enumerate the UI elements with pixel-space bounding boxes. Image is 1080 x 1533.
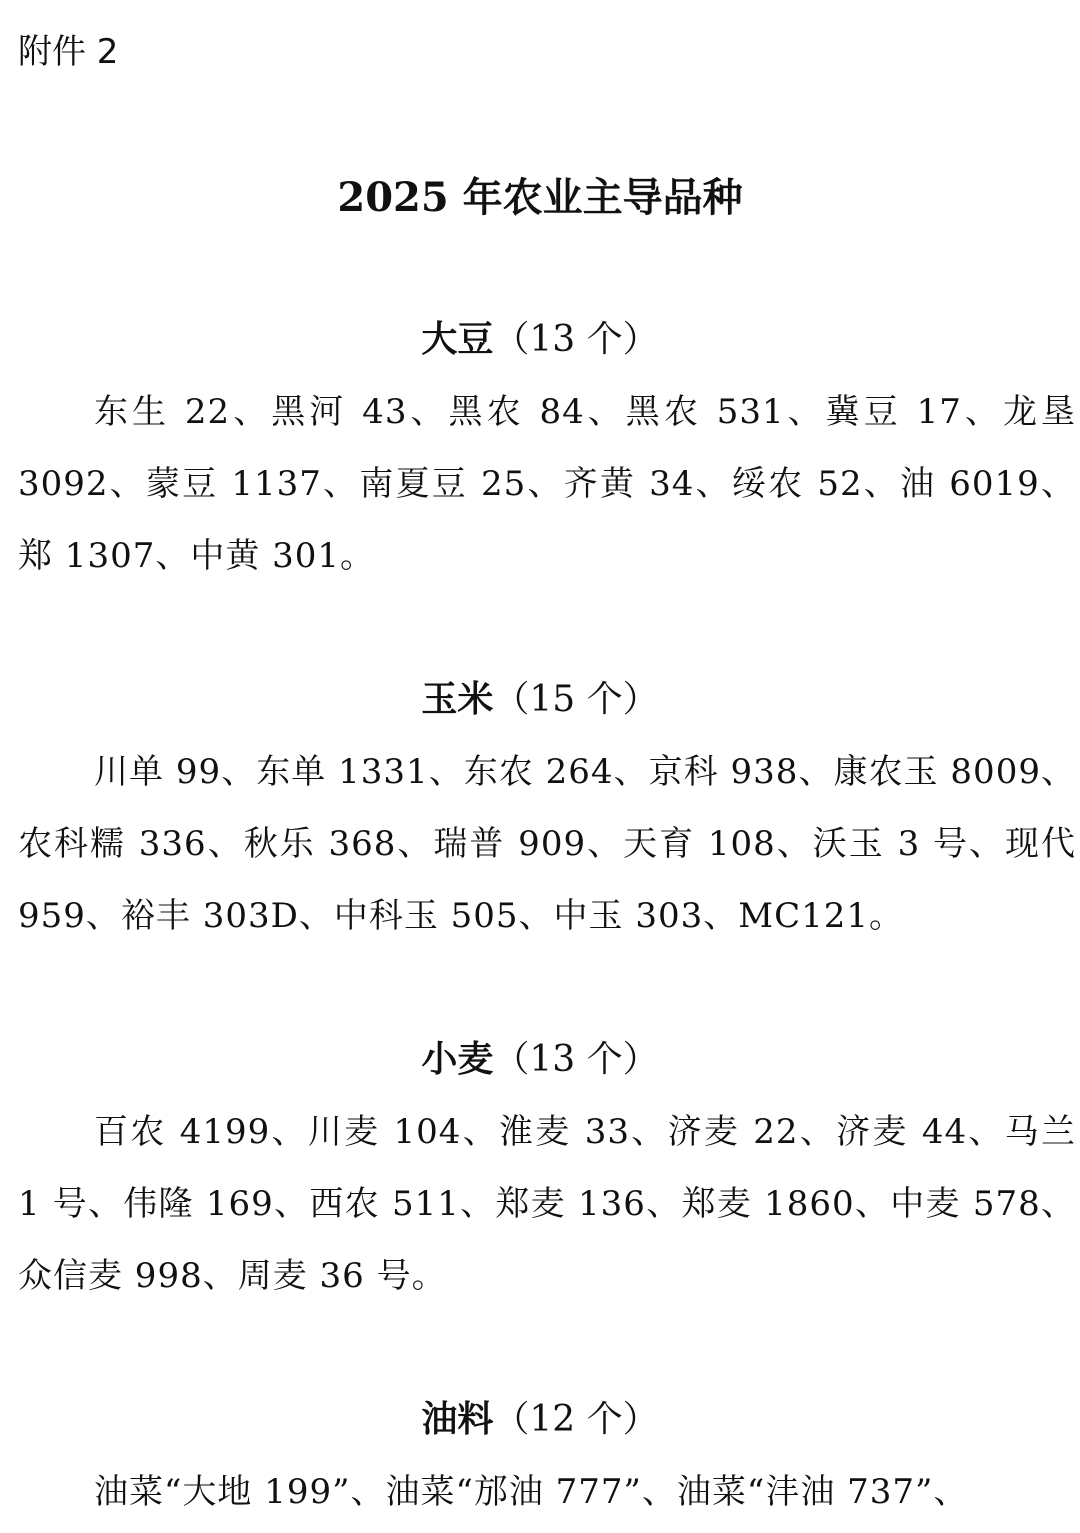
section-heading-oilseed xyxy=(0,1394,1080,1446)
section-name: 大豆 xyxy=(421,319,494,360)
section-count: （13 个） xyxy=(493,319,659,360)
attachment-label: 附件 2 xyxy=(18,32,119,72)
section-body-wheat: 百农 4199、川麦 104、淮麦 33、济麦 22、济麦 44、马兰 1 号、伟隆 169、西农 511、郑麦 136、郑麦 1860、中麦 578、众信麦 998、周麦 36 号。 xyxy=(18,1112,1076,1296)
section-body-soybean: 东生 22、黑河 43、黑农 84、黑农 531、冀豆 17、龙垦 3092、蒙豆 1137、南夏豆 25、齐黄 34、绥农 52、油 6019、郑 1307、中黄 301。 xyxy=(18,392,1076,576)
section-heading-soybean xyxy=(0,314,1080,366)
section-body-oilseed: 油菜“大地 199”、油菜“邡油 777”、油菜“沣油 737”、 xyxy=(94,1472,969,1512)
section-heading-wheat xyxy=(0,1034,1080,1086)
document-title: 2025 年农业主导品种 xyxy=(337,174,743,221)
section-name: 油料 xyxy=(421,1399,494,1440)
section-name: 玉米 xyxy=(421,679,494,720)
section-body-corn: 川单 99、东单 1331、东农 264、京科 938、康农玉 8009、农科糯 336、秋乐 368、瑞普 909、天育 108、沃玉 3 号、现代 959、裕丰 303D、中科玉 505、中玉 303、MC121。 xyxy=(18,752,1076,936)
section-heading-corn xyxy=(0,674,1080,726)
section-count: （12 个） xyxy=(493,1399,659,1440)
section-count: （13 个） xyxy=(493,1039,659,1080)
section-count: （15 个） xyxy=(493,679,659,720)
section-name: 小麦 xyxy=(421,1039,494,1080)
